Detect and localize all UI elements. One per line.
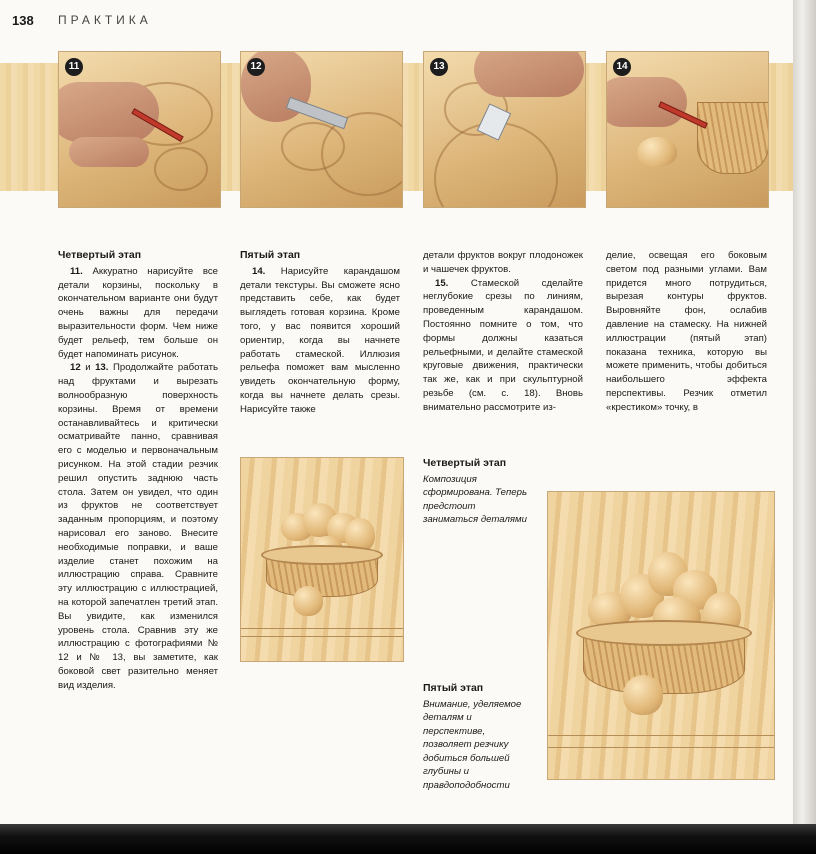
paragraph: 11. Аккуратно нарисуйте все детали корзины, поскольку в окончательном варианте они будут очень важны для передачи выразительности форм. Чем ниже будет рельеф, тем больше он будет напоминать рисунок. — [58, 265, 219, 360]
step-photo-11 — [58, 51, 221, 208]
step-photo-13 — [423, 51, 586, 208]
heading-stage-4: Четвертый этап — [58, 249, 142, 261]
caption-stage-4 — [423, 457, 533, 527]
caption-stage-5 — [423, 682, 533, 792]
heading-stage-5: Пятый этап — [240, 249, 301, 261]
text-column-2 — [240, 249, 400, 417]
step-number: 13. — [95, 362, 109, 374]
stage-5-carving-photo — [547, 491, 775, 780]
paragraph: 12 и 13. Продолжайте работать над фруктами и вырезать волнообразную поверхность корзины. Время от времени останавливайтесь и критически осматривайте панно, сравнивая его с моделью и первоначальным рисунком. На этой стадии резчик решил опустить заднюю часть стола. Затем он увидел, что один из фруктов не соответствует заданным пропорциям, и поэтому нарисовал его заново. Внесите необходимые поправки, и ваше изделие станет похожим на иллюстрацию справа. Сравните эту иллюстрацию с иллюстрацией, на которой запечатлен третий этап. Вы увидите, как изменился уровень стола. Сравнив эту же иллюстрацию с фотографиями № 12 и № 13, вы заметите, как боковой свет разительно меняет вид изделия. — [58, 362, 218, 691]
paragraph: 14. Нарисуйте карандашом детали текстуры. Вы сможете ясно представить себе, как будет выглядеть готовая корзина. Кроме того, у вас появится хороший ориентир, когда вы начнете работать стамеской. Иллюзия рельефа поможет вам мысленно увидеть окончательную форму, когда вы начнете делать срезы. Нарисуйте также — [240, 265, 400, 415]
step-photo-12 — [240, 51, 403, 208]
text-column-3 — [423, 249, 583, 415]
step-photo-14 — [606, 51, 769, 208]
caption-text: Внимание, уделяемое деталям и перспективе, позволяет резчику добиться большей глубины и правдоподобности — [423, 698, 522, 791]
scan-edge — [0, 824, 816, 854]
paragraph: 15. Стамеской сделайте неглубокие срезы по линиям, проведенным карандашом. Постоянно помните о том, что формы должны казаться рельефными, и делайте стамеской круговые движения, практически так же, как и при скульптурной резьбе (см. с. 18). Вновь внимательно рассмотрите из- — [423, 277, 583, 413]
caption-title: Четвертый этап — [423, 457, 507, 469]
stage-4-carving-photo — [240, 457, 404, 662]
step-badge: 13 — [430, 58, 448, 76]
book-binding — [793, 0, 816, 824]
paragraph: детали фруктов вокруг плодоножек и чашечек фруктов. — [423, 250, 583, 275]
page-number: 138 — [12, 13, 34, 28]
step-badge: 12 — [247, 58, 265, 76]
step-badge: 14 — [613, 58, 631, 76]
section-title: ПРАКТИКА — [58, 13, 152, 27]
text-column-4 — [606, 249, 767, 415]
step-number: 12 — [70, 362, 81, 374]
step-number: 14. — [252, 265, 266, 277]
caption-text: Композиция сформирована. Теперь предстоит заниматься деталями — [423, 473, 528, 525]
step-badge: 11 — [65, 58, 83, 76]
step-number: 15. — [435, 277, 449, 289]
caption-title: Пятый этап — [423, 682, 484, 694]
step-number: 11. — [70, 265, 83, 277]
text-column-1 — [58, 249, 218, 693]
paragraph: делие, освещая его боковым светом под разными углами. Вам придется много потрудиться, вырезая контуры фруктов. Выровняйте фон, ослабив давление на стамеску. На нижней иллюстрации (пятый этап) показана техника, которую вы можете применить, чтобы добиться наибольшего эффекта перспективы. Резчик отметил «крестиком» точку, в — [606, 250, 767, 413]
